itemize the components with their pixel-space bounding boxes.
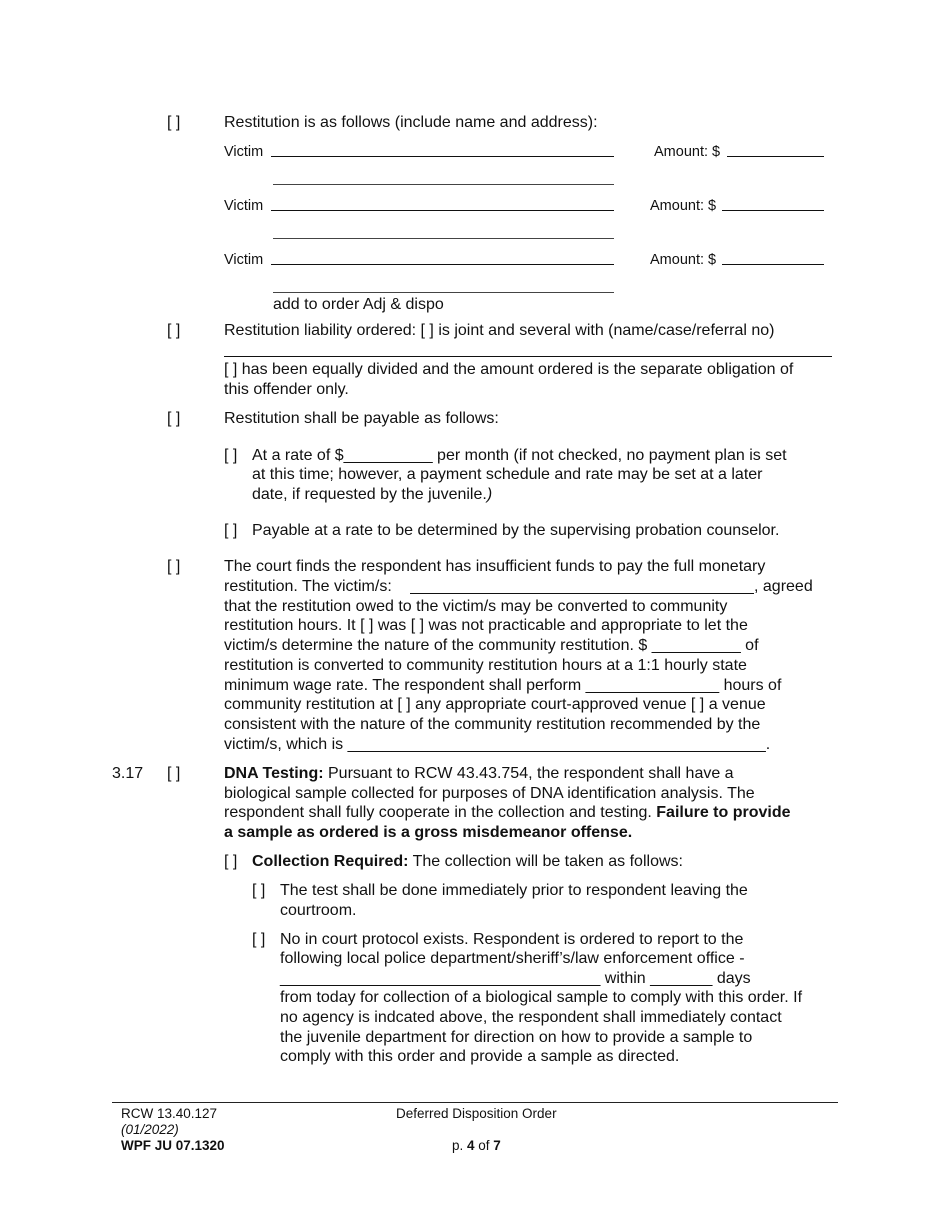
dna-line-1: [224, 764, 734, 784]
dna-warning-start: Failure to provide: [651, 804, 791, 821]
amount-line-2[interactable]: [722, 210, 824, 211]
insufficient-line-6: restitution is converted to community restitution hours at a 1:1 hourly state: [224, 657, 747, 674]
test-line-1: The test shall be done immediately prior to respondent leaving the: [280, 882, 748, 899]
rate-line-3: [252, 485, 492, 505]
amount-line-1[interactable]: [727, 156, 824, 157]
footer-page: [452, 1138, 501, 1154]
page-of: of: [474, 1138, 494, 1153]
page-prefix: p.: [452, 1138, 468, 1153]
no-protocol-checkbox[interactable]: [ ]: [252, 931, 266, 948]
insufficient-line-2b: , agreed: [754, 578, 813, 595]
counselor-checkbox[interactable]: [ ]: [224, 522, 238, 539]
insufficient-line-5: victim/s determine the nature of the community restitution. $ __________ of: [224, 637, 759, 654]
footer-rcw: RCW 13.40.127: [121, 1106, 218, 1121]
divided-line-1: [ ] has been equally divided and the amount ordered is the separate obligation of: [224, 361, 794, 378]
page-number: 4: [467, 1138, 475, 1153]
amount-label-3: Amount: $: [650, 252, 717, 268]
test-checkbox[interactable]: [ ]: [252, 882, 266, 899]
footer-title: Deferred Disposition Order: [396, 1106, 557, 1121]
dna-line-3-text: respondent shall fully cooperate in the collection and testing.: [224, 804, 652, 821]
no-protocol-line-2: following local police department/sheriff’s/law enforcement office -: [280, 950, 745, 967]
insufficient-line-7: minimum wage rate. The respondent shall perform _______________ hours of: [224, 677, 782, 694]
victim-address-line-1[interactable]: [273, 184, 614, 185]
payable-intro: Restitution shall be payable as follows:: [224, 410, 499, 427]
insufficient-line-1: The court finds the respondent has insufficient funds to pay the full monetary: [224, 558, 766, 575]
insufficient-checkbox[interactable]: [ ]: [167, 558, 181, 575]
insufficient-line-9: consistent with the nature of the community restitution recommended by the: [224, 716, 761, 733]
dna-line-3: [224, 803, 791, 823]
page-total: 7: [493, 1138, 501, 1153]
footer-rule: [112, 1102, 838, 1103]
insufficient-line-8: community restitution at [ ] any appropriate court-approved venue [ ] a venue: [224, 696, 766, 713]
insufficient-line-2a: restitution. The victim/s:: [224, 578, 392, 595]
rate-line-1: At a rate of $__________ per month (if not checked, no payment plan is set: [252, 447, 787, 464]
victims-agreed-line[interactable]: [410, 593, 754, 594]
liability-text: Restitution liability ordered: [ ] is joint and several with (name/case/referral no): [224, 322, 775, 339]
dna-line-2: biological sample collected for purposes of DNA identification analysis. The: [224, 785, 755, 802]
no-protocol-line-5: no agency is indcated above, the respondent shall immediately contact: [280, 1009, 782, 1026]
amount-label-1: Amount: $: [654, 144, 721, 160]
insufficient-line-10: victim/s, which is _______________________________________________.: [224, 736, 771, 753]
victim-line-2[interactable]: [271, 210, 614, 211]
no-protocol-line-4: from today for collection of a biological sample to comply with this order. If: [280, 989, 803, 1006]
payable-checkbox[interactable]: [ ]: [167, 410, 181, 427]
dna-warning-end: a sample as ordered is a gross misdemeanor offense.: [224, 824, 633, 841]
collection-text: The collection will be taken as follows:: [408, 853, 683, 870]
liability-checkbox[interactable]: [ ]: [167, 322, 181, 339]
amount-line-3[interactable]: [722, 264, 824, 265]
no-protocol-line-6: the juvenile department for direction on how to provide a sample to: [280, 1029, 753, 1046]
no-protocol-line-3: ____________________________________ within _______ days: [280, 970, 751, 987]
collection-title: Collection Required:: [252, 853, 409, 870]
test-line-2: courtroom.: [280, 902, 357, 919]
rate-checkbox[interactable]: [ ]: [224, 447, 238, 464]
victim-line-3[interactable]: [271, 264, 614, 265]
rate-line-3-paren: ): [486, 486, 493, 503]
dna-line-1-text: Pursuant to RCW 43.43.754, the respondent shall have a: [323, 765, 734, 782]
restitution-list-intro: Restitution is as follows (include name and address):: [224, 114, 598, 131]
liability-name-line[interactable]: [224, 356, 832, 357]
no-protocol-line-1: No in court protocol exists. Respondent is ordered to report to the: [280, 931, 744, 948]
victim-address-line-3[interactable]: [273, 292, 614, 293]
add-to-order-note: add to order Adj & dispo: [273, 296, 444, 313]
rate-line-3-text: date, if requested by the juvenile.: [252, 486, 487, 503]
victim-label-1: Victim: [224, 144, 264, 160]
victim-line-1[interactable]: [271, 156, 614, 157]
restitution-list-checkbox[interactable]: [ ]: [167, 114, 181, 131]
no-protocol-line-7: comply with this order and provide a sample as directed.: [280, 1048, 680, 1065]
divided-line-2: this offender only.: [224, 381, 349, 398]
collection-checkbox[interactable]: [ ]: [224, 853, 238, 870]
victim-label-3: Victim: [224, 252, 264, 268]
footer-form-number: WPF JU 07.1320: [121, 1138, 225, 1153]
dna-checkbox[interactable]: [ ]: [167, 765, 181, 782]
footer-date: (01/2022): [121, 1122, 179, 1137]
counselor-text: Payable at a rate to be determined by the supervising probation counselor.: [252, 522, 780, 539]
victim-label-2: Victim: [224, 198, 264, 214]
collection-line: [252, 852, 683, 872]
victim-address-line-2[interactable]: [273, 238, 614, 239]
amount-label-2: Amount: $: [650, 198, 717, 214]
dna-title: DNA Testing:: [224, 765, 324, 782]
rate-line-2: at this time; however, a payment schedule and rate may be set at a later: [252, 466, 763, 483]
section-number: 3.17: [112, 765, 144, 782]
insufficient-line-3: that the restitution owed to the victim/s may be converted to community: [224, 598, 728, 615]
insufficient-line-4: restitution hours. It [ ] was [ ] was not practicable and appropriate to let the: [224, 617, 748, 634]
